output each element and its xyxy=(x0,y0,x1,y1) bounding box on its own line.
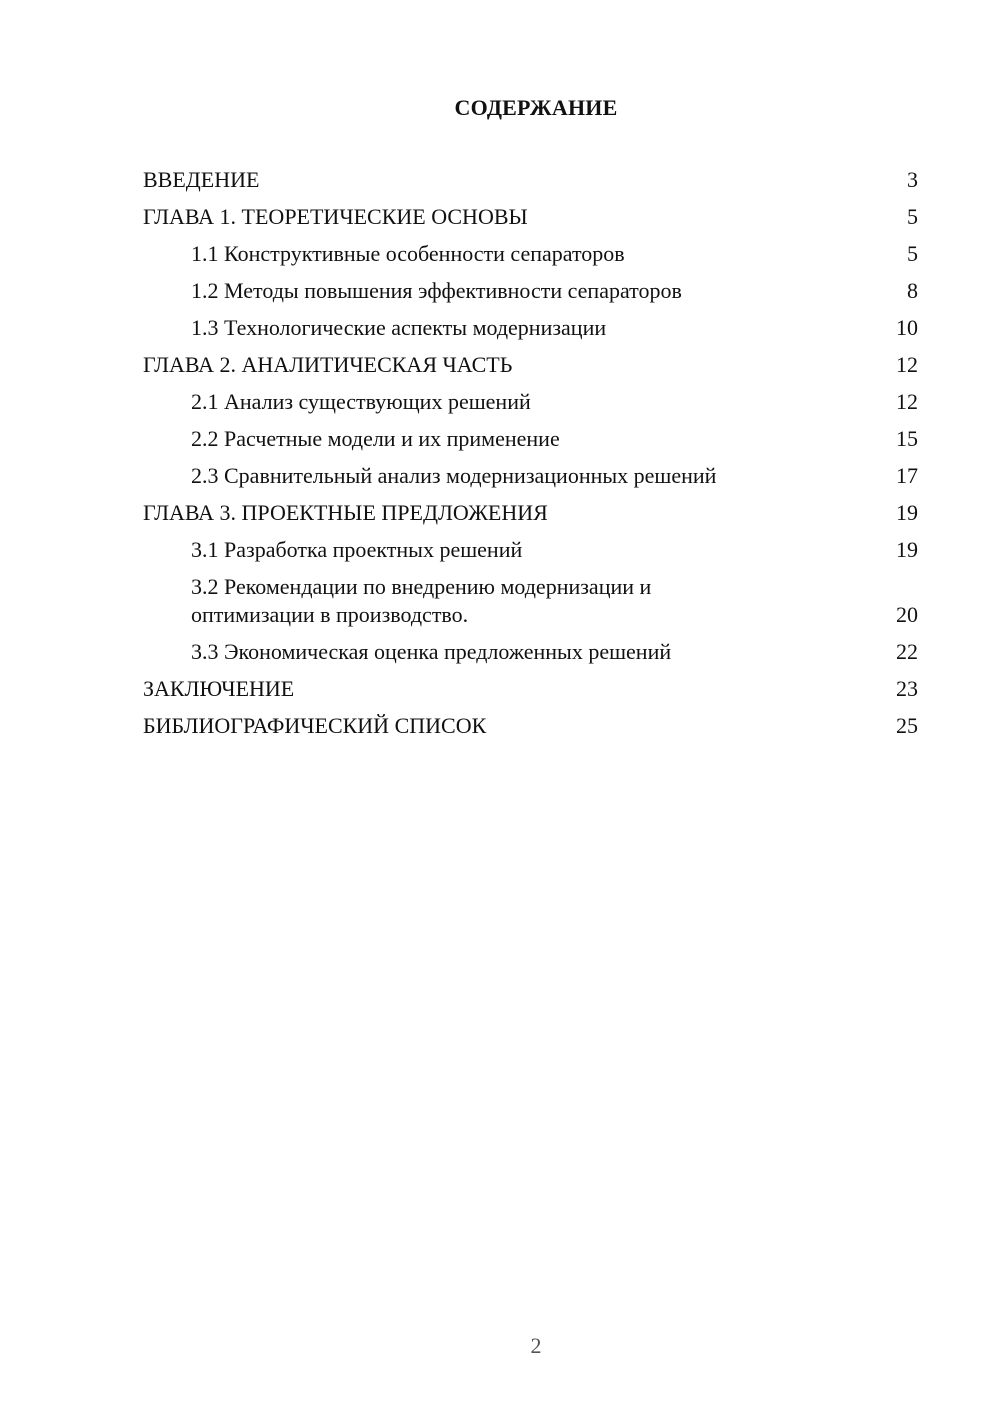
toc-entry-text: ВВЕДЕНИЕ xyxy=(143,167,260,192)
toc-entry-page: 5 xyxy=(907,241,918,266)
toc-entry-text: ГЛАВА 2. АНАЛИТИЧЕСКАЯ ЧАСТЬ xyxy=(143,352,513,377)
toc-entry-section-1-1[interactable] xyxy=(143,240,918,268)
toc-entry-section-3-3[interactable] xyxy=(143,638,918,666)
toc-entry-page: 19 xyxy=(896,500,918,525)
toc-entry-page: 17 xyxy=(896,463,918,488)
toc-entry-conclusion[interactable] xyxy=(143,675,918,703)
toc-entry-page: 20 xyxy=(896,602,918,627)
toc-entry-text: ГЛАВА 1. ТЕОРЕТИЧЕСКИЕ ОСНОВЫ xyxy=(143,204,528,229)
toc-entry-section-2-1[interactable] xyxy=(143,388,918,416)
toc-entry-section-2-2[interactable] xyxy=(143,425,918,453)
toc-entry-introduction[interactable] xyxy=(143,166,918,194)
toc-entry-text: ГЛАВА 3. ПРОЕКТНЫЕ ПРЕДЛОЖЕНИЯ xyxy=(143,500,548,525)
toc-entry-page: 19 xyxy=(896,537,918,562)
toc-entry-text: 1.2 Методы повышения эффективности сепараторов xyxy=(191,278,682,303)
toc-entry-text: 3.3 Экономическая оценка предложенных решений xyxy=(191,639,672,664)
toc-entry-chapter-2[interactable] xyxy=(143,351,918,379)
table-of-contents xyxy=(143,166,918,749)
toc-entry-text: 2.3 Сравнительный анализ модернизационных решений xyxy=(191,463,717,488)
toc-entry-text: 3.1 Разработка проектных решений xyxy=(191,537,523,562)
toc-entry-text: 1.1 Конструктивные особенности сепараторов xyxy=(191,241,625,266)
toc-entry-section-1-2[interactable] xyxy=(143,277,918,305)
toc-entry-page: 25 xyxy=(896,713,918,738)
toc-entry-page: 12 xyxy=(896,352,918,377)
toc-entry-text: БИБЛИОГРАФИЧЕСКИЙ СПИСОК xyxy=(143,713,487,738)
toc-entry-section-1-3[interactable] xyxy=(143,314,918,342)
toc-entry-chapter-3[interactable] xyxy=(143,499,918,527)
toc-entry-text: 1.3 Технологические аспекты модернизации xyxy=(191,315,607,340)
toc-entry-text: 3.2 Рекомендации по внедрению модернизации и оптимизации в производство. xyxy=(191,574,652,627)
toc-entry-text: ЗАКЛЮЧЕНИЕ xyxy=(143,676,295,701)
toc-entry-page: 23 xyxy=(896,676,918,701)
toc-entry-text: 2.2 Расчетные модели и их применение xyxy=(191,426,560,451)
toc-entry-page: 15 xyxy=(896,426,918,451)
toc-entry-page: 5 xyxy=(907,204,918,229)
toc-entry-page: 12 xyxy=(896,389,918,414)
toc-entry-chapter-1[interactable] xyxy=(143,203,918,231)
toc-entry-section-3-1[interactable] xyxy=(143,536,918,564)
toc-entry-page: 10 xyxy=(896,315,918,340)
toc-entry-page: 22 xyxy=(896,639,918,664)
toc-entry-bibliography[interactable] xyxy=(143,712,918,740)
page-number: 2 xyxy=(530,1333,542,1358)
toc-entry-page: 8 xyxy=(907,278,918,303)
toc-entry-section-2-3[interactable] xyxy=(143,462,918,490)
toc-entry-page: 3 xyxy=(907,167,918,192)
toc-title: СОДЕРЖАНИЕ xyxy=(454,95,618,120)
toc-entry-section-3-2[interactable] xyxy=(143,573,918,629)
toc-entry-text: 2.1 Анализ существующих решений xyxy=(191,389,531,414)
